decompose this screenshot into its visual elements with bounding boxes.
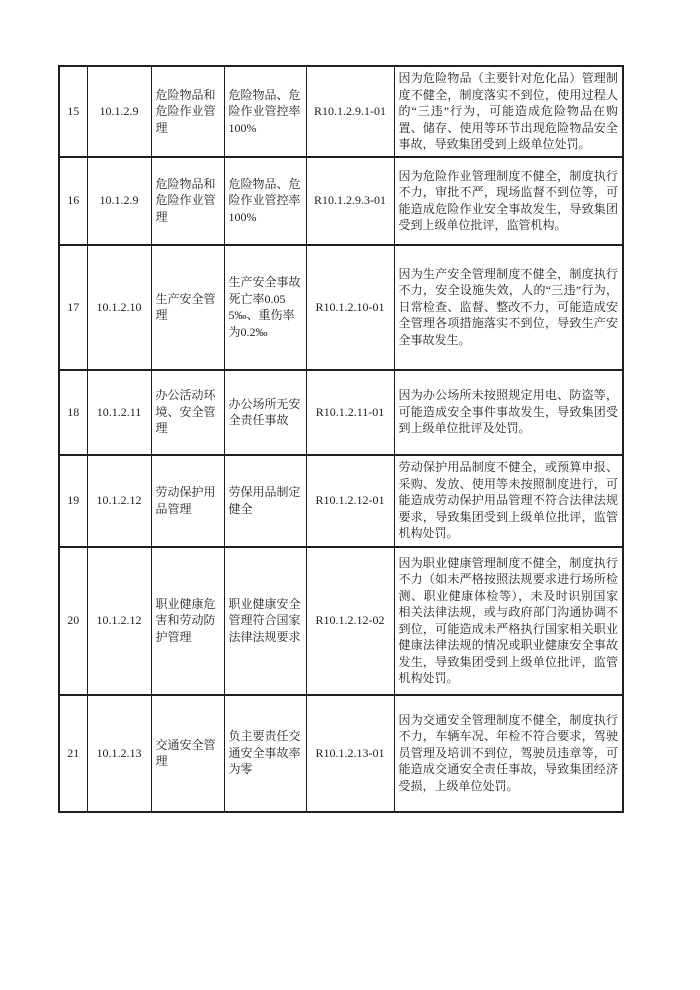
code-cell: 10.1.2.11 <box>87 370 151 455</box>
code-cell: 10.1.2.9 <box>87 66 151 157</box>
row-number-cell: 17 <box>59 245 87 370</box>
code-cell: 10.1.2.12 <box>87 455 151 547</box>
category-cell: 劳动保护用品管理 <box>151 455 224 547</box>
row-number-cell: 18 <box>59 370 87 455</box>
risk-code-cell: R10.1.2.12-01 <box>306 455 394 547</box>
risk-description-cell: 因为危险物品（主要针对危化品）管理制度不健全，制度落实不到位，使用过程人的“三违”行为，可能造成危险物品在购置、储存、使用等环节出现危险物品安全事故，导致集团受到上级单位处罚。 <box>394 66 623 157</box>
table-row <box>59 66 623 157</box>
risk-code-cell: R10.1.2.10-01 <box>306 245 394 370</box>
target-cell: 负主要责任交通安全事故率为零 <box>224 695 306 812</box>
category-cell: 交通安全管理 <box>151 695 224 812</box>
table-row <box>59 157 623 245</box>
table-row <box>59 370 623 455</box>
risk-description-cell: 因为交通安全管理制度不健全，制度执行不力，车辆车况、年检不符合要求，驾驶员管理及培训不到位，驾驶员违章等，可能造成交通安全责任事故，导致集团经济受损，上级单位处罚。 <box>394 695 623 812</box>
risk-description-cell: 劳动保护用品制度不健全，或预算申报、采购、发放、使用等未按照制度进行，可能造成劳动保护用品管理不符合法律法规要求，导致集团受到上级单位批评，监管机构处罚。 <box>394 455 623 547</box>
target-cell: 办公场所无安全责任事故 <box>224 370 306 455</box>
category-cell: 办公活动环境、安全管理 <box>151 370 224 455</box>
risk-description-cell: 因为危险作业管理制度不健全，制度执行不力，审批不严，现场监督不到位等，可能造成危险作业安全事故发生，导致集团受到上级单位批评，监管机构。 <box>394 157 623 245</box>
target-cell: 职业健康安全管理符合国家法律法规要求 <box>224 547 306 695</box>
risk-code-cell: R10.1.2.13-01 <box>306 695 394 812</box>
row-number-cell: 19 <box>59 455 87 547</box>
table-row <box>59 455 623 547</box>
risk-code-cell: R10.1.2.9.1-01 <box>306 66 394 157</box>
category-cell: 生产安全管理 <box>151 245 224 370</box>
category-cell: 危险物品和危险作业管理 <box>151 66 224 157</box>
row-number-cell: 20 <box>59 547 87 695</box>
code-cell: 10.1.2.9 <box>87 157 151 245</box>
code-cell: 10.1.2.13 <box>87 695 151 812</box>
target-cell: 危险物品、危险作业管控率100% <box>224 66 306 157</box>
row-number-cell: 15 <box>59 66 87 157</box>
code-cell: 10.1.2.12 <box>87 547 151 695</box>
risk-description-cell: 因为生产安全管理制度不健全，制度执行不力，安全设施失效，人的“三违”行为，日常检查、监督、整改不力，可能造成安全管理各项措施落实不到位，导致生产安全事故发生。 <box>394 245 623 370</box>
category-cell: 危险物品和危险作业管理 <box>151 157 224 245</box>
row-number-cell: 16 <box>59 157 87 245</box>
risk-table <box>58 65 624 813</box>
risk-code-cell: R10.1.2.12-02 <box>306 547 394 695</box>
risk-description-cell: 因为职业健康管理制度不健全，制度执行不力（如未严格按照法规要求进行场所检测、职业健康体检等），未及时识别国家相关法律法规，或与政府部门沟通协调不到位，可能造成未严格执行国家相关职业健康法律法规的情况或职业健康安全事故发生，导致集团受到上级单位批评，监管机构处罚。 <box>394 547 623 695</box>
table-row <box>59 547 623 695</box>
table-row <box>59 695 623 812</box>
risk-description-cell: 因为办公场所未按照规定用电、防盗等，可能造成安全事件事故发生，导致集团受到上级单位批评及处罚。 <box>394 370 623 455</box>
row-number-cell: 21 <box>59 695 87 812</box>
category-cell: 职业健康危害和劳动防护管理 <box>151 547 224 695</box>
target-cell: 生产安全事故死亡率0.055‰、重伤率为0.2‰ <box>224 245 306 370</box>
risk-code-cell: R10.1.2.11-01 <box>306 370 394 455</box>
target-cell: 劳保用品制定健全 <box>224 455 306 547</box>
table-row <box>59 245 623 370</box>
target-cell: 危险物品、危险作业管控率100% <box>224 157 306 245</box>
risk-code-cell: R10.1.2.9.3-01 <box>306 157 394 245</box>
code-cell: 10.1.2.10 <box>87 245 151 370</box>
